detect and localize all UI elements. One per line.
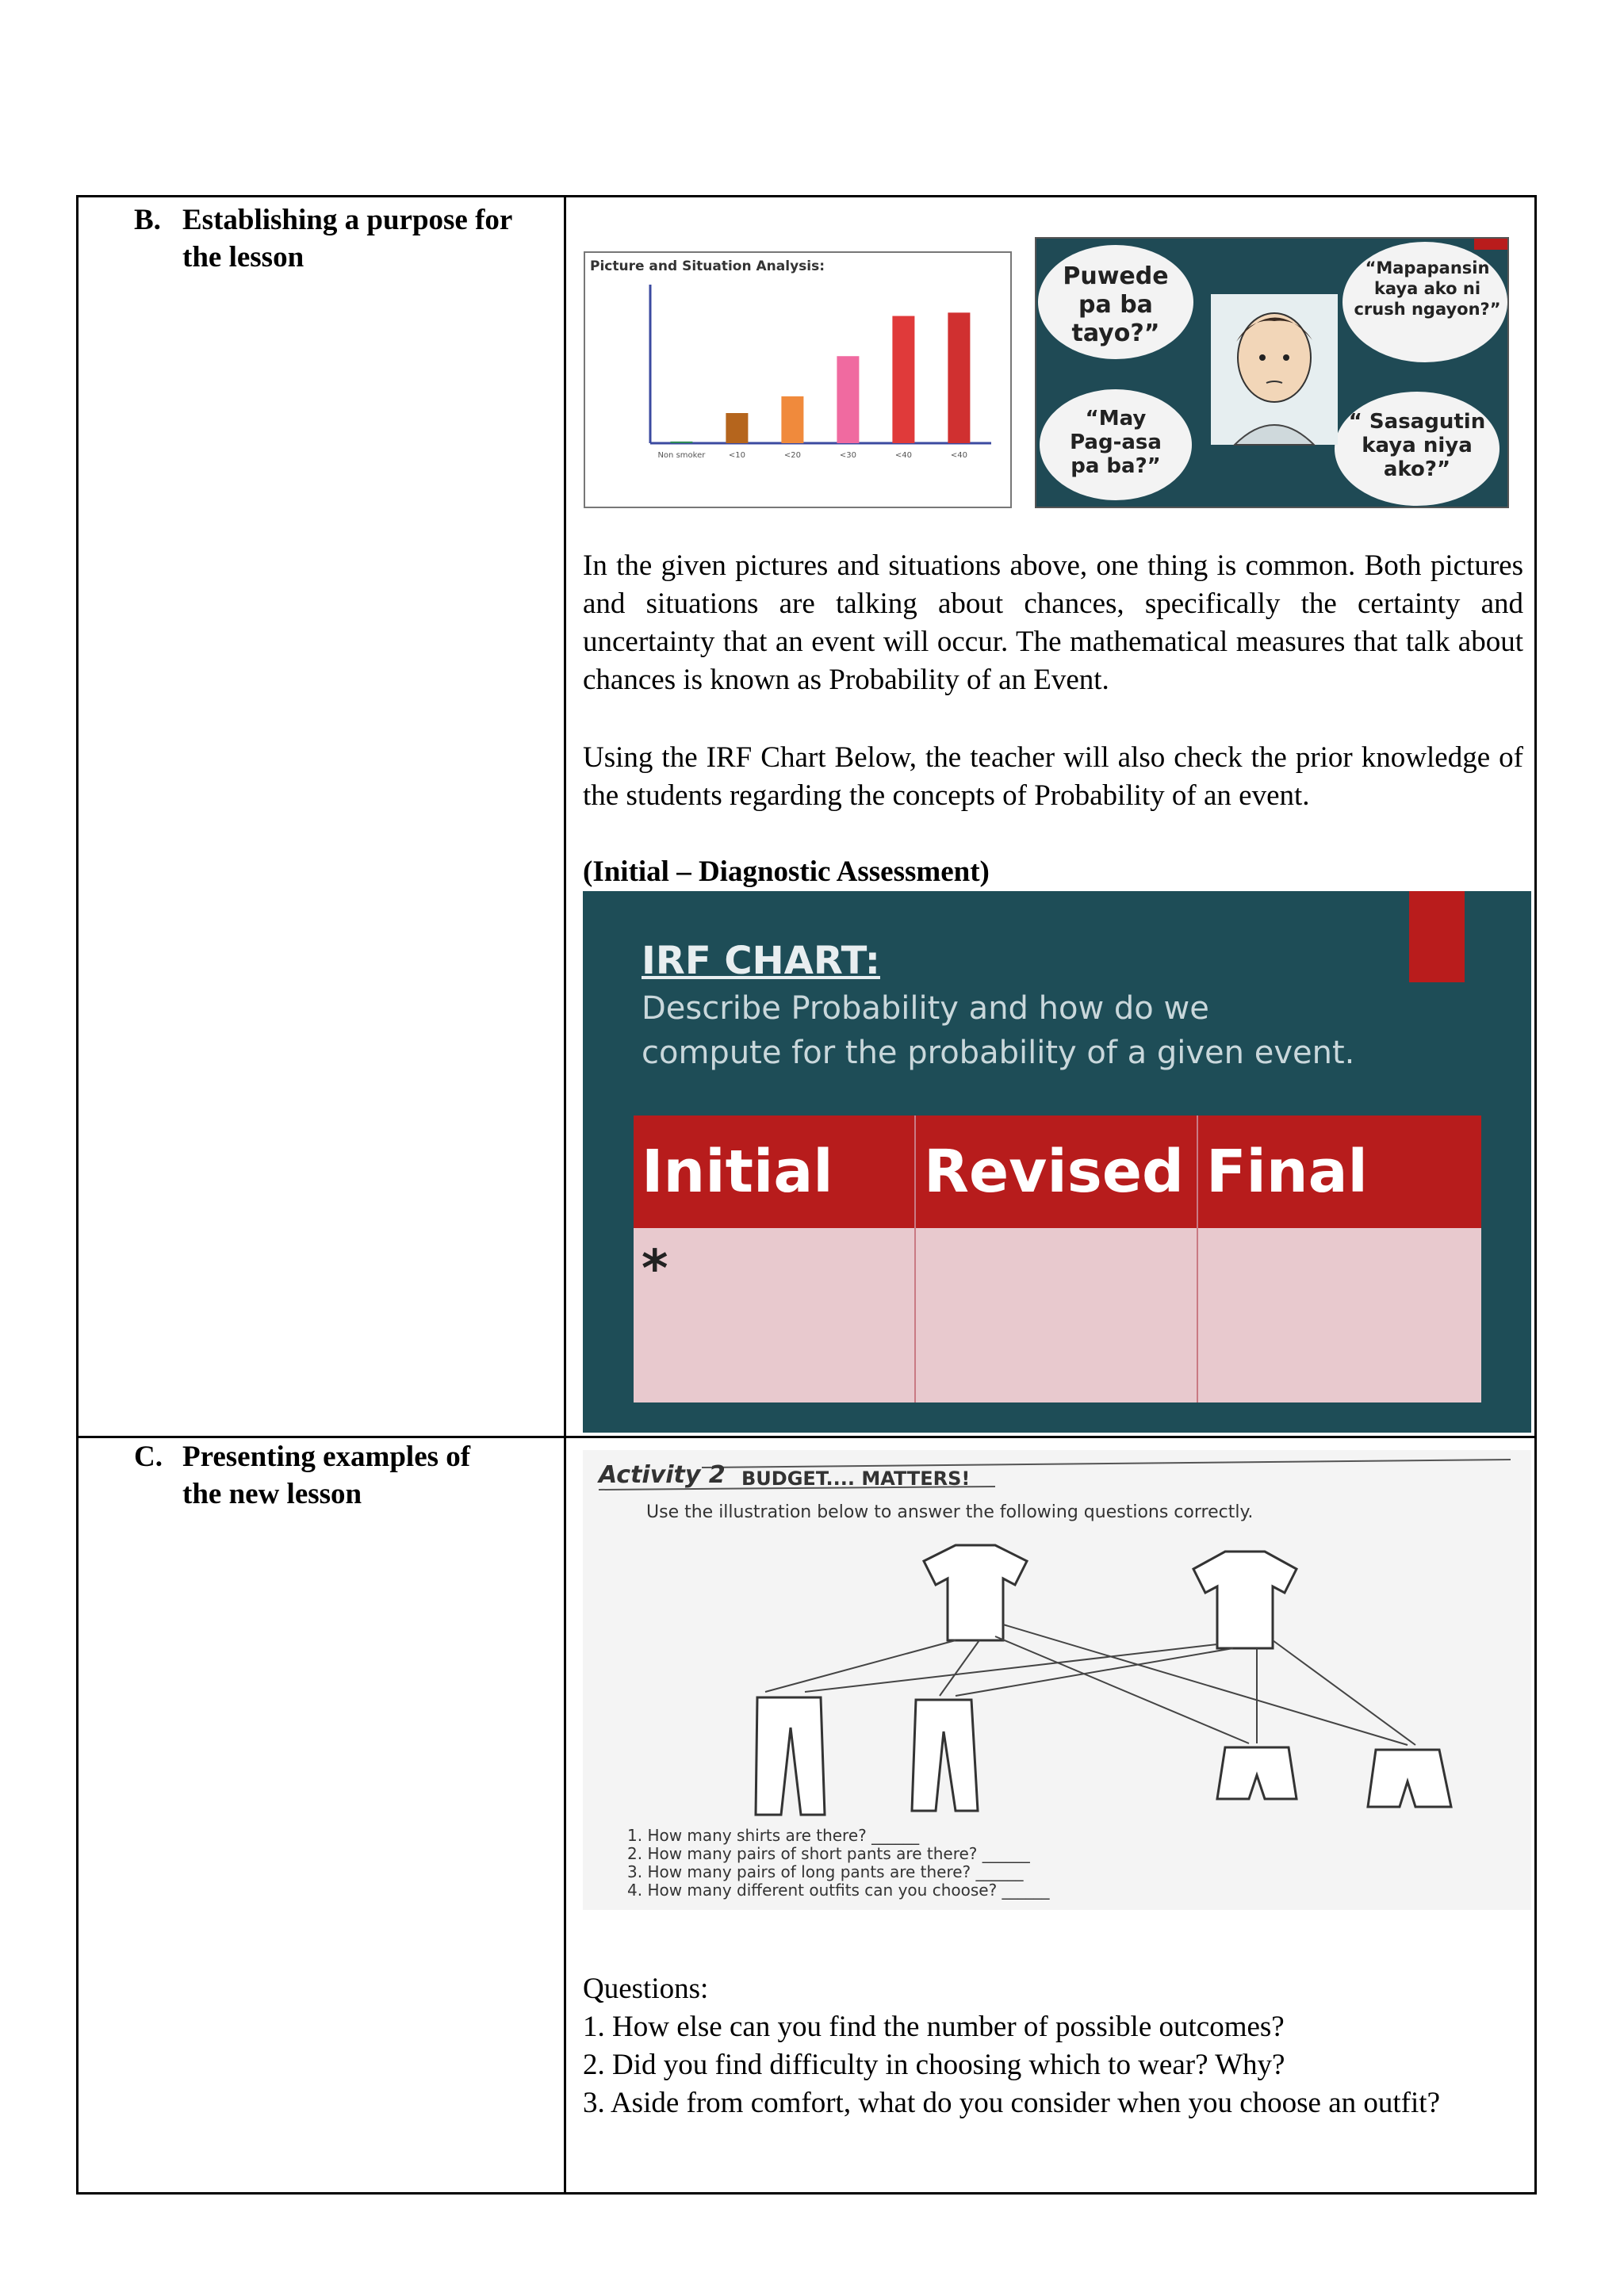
- row-c-letter: C.: [134, 1441, 163, 1473]
- irf-body-row: [634, 1228, 1481, 1402]
- irf-description: Describe Probability and how do we compute for the probability of a given event.: [642, 990, 1355, 1071]
- questions-heading: Questions:: [583, 1973, 709, 2005]
- irf-title: IRF CHART:: [642, 939, 880, 983]
- chart-bar: [670, 442, 692, 443]
- paragraph-irf: Using the IRF Chart Below, the teacher will also check the prior knowledge of the students regarding the concepts of Probability of an event.: [583, 741, 1523, 812]
- activity-worksheet-image: [583, 1450, 1531, 1910]
- irf-marker: *: [642, 1240, 668, 1299]
- chart-category-label: <10: [728, 451, 745, 460]
- question-3: 3. Aside from comfort, what do you consider when you choose an outfit?: [583, 2087, 1440, 2119]
- row-b-label: [134, 201, 546, 276]
- activity-question-2: 2. How many pairs of short pants are there? ______: [627, 1844, 1030, 1863]
- speech-bubble-3: “May Pag-asa pa ba?”: [1070, 407, 1162, 478]
- row-b-title-line1: Establishing a purpose for: [182, 204, 513, 236]
- column-divider: [564, 197, 566, 2192]
- chart-category-label: Non smoker: [657, 451, 706, 460]
- irf-col-initial: Initial: [642, 1138, 833, 1206]
- chart-category-label: <30: [839, 451, 856, 460]
- lesson-table: [76, 195, 1537, 2195]
- chart-category-label: <40: [950, 451, 967, 460]
- speech-bubble-1: Puwede pa ba tayo?”: [1063, 262, 1169, 347]
- chart-bar: [837, 356, 859, 443]
- row-c-title-line1: Presenting examples of: [182, 1441, 471, 1473]
- activity-subtitle: BUDGET.... MATTERS!: [741, 1468, 971, 1490]
- row-b-letter: B.: [134, 204, 161, 236]
- activity-question-1: 1. How many shirts are there? ______: [627, 1826, 920, 1845]
- chart-bar: [781, 396, 803, 443]
- chart-header: Picture and Situation Analysis:: [590, 258, 825, 274]
- bar-chart-image: [584, 251, 1012, 508]
- bar-chart: [585, 253, 1010, 507]
- paragraph-intro: In the given pictures and situations above, one thing is common. Both pictures and situations are talking about chances, specifically the certainty and uncertainty that an event will occur. The mathematical measures that talk about chances is known as Probability of an Event.: [583, 549, 1523, 696]
- activity-instruction: Use the illustration below to answer the following questions correctly.: [646, 1502, 1254, 1522]
- chart-bar: [726, 413, 748, 443]
- irf-col-revised: Revised: [924, 1138, 1184, 1206]
- row-c-label: [134, 1438, 546, 1513]
- chart-category-label: <20: [783, 451, 801, 460]
- activity-question-3: 3. How many pairs of long pants are there? ______: [627, 1862, 1024, 1881]
- situation-image: [1035, 237, 1509, 508]
- red-accent: [1409, 891, 1465, 982]
- irf-col-final: Final: [1206, 1138, 1368, 1206]
- question-1: 1. How else can you find the number of possible outcomes?: [583, 2011, 1285, 2043]
- speech-bubble-4: “ Sasagutin kaya niya ako?”: [1348, 410, 1486, 481]
- row-c-title-line2: the new lesson: [182, 1478, 362, 1510]
- question-2: 2. Did you find difficulty in choosing which to wear? Why?: [583, 2049, 1285, 2081]
- speech-bubble-2: “Mapapansin kaya ako ni crush ngayon?”: [1354, 258, 1501, 319]
- chart-bar: [948, 312, 970, 443]
- activity-question-4: 4. How many different outfits can you choose? ______: [627, 1881, 1050, 1900]
- irf-chart-image: [583, 891, 1531, 1433]
- chart-bar: [892, 316, 914, 443]
- activity-title: Activity 2: [599, 1461, 726, 1489]
- chart-category-label: <40: [894, 451, 912, 460]
- assessment-label: (Initial – Diagnostic Assessment): [583, 855, 990, 888]
- row-b-title-line2: the lesson: [182, 241, 304, 274]
